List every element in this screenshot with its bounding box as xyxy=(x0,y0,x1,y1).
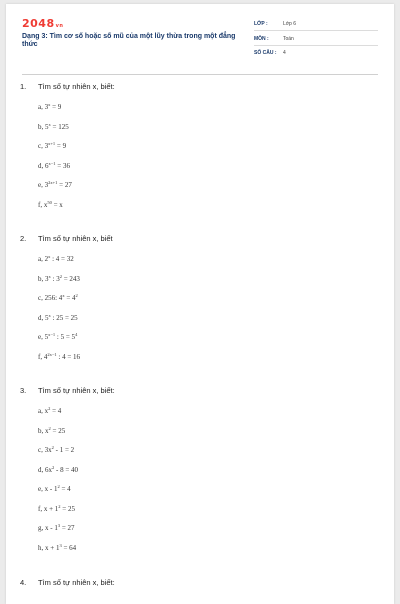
meta-count-value: 4 xyxy=(283,50,286,56)
equation-exponent: x xyxy=(48,254,51,259)
question-prompt: Tìm số tự nhiên x, biết xyxy=(38,234,113,243)
equation-item xyxy=(38,254,74,263)
equation-base: c, 256: 4 xyxy=(38,294,63,302)
site-logo[interactable] xyxy=(22,17,63,30)
equation-item xyxy=(38,332,77,341)
equation-exponent: x xyxy=(48,273,51,279)
equation-exponent: 2 xyxy=(58,503,61,509)
equation-base: d, 6 xyxy=(38,161,49,170)
equation-exponent: x xyxy=(48,121,51,127)
equation-result: = 4 xyxy=(50,407,62,415)
meta-underline xyxy=(254,30,378,31)
equation-exponent: 2 xyxy=(57,484,60,489)
equation-base: f, x + 1 xyxy=(38,504,59,513)
equation-item xyxy=(38,523,75,532)
equation-item xyxy=(38,465,78,474)
equation-base: h, x + 1 xyxy=(38,543,60,552)
worksheet-page xyxy=(6,4,394,604)
equation-base: e, x - 1 xyxy=(38,485,58,493)
equation-base: f, x xyxy=(38,200,48,209)
equation-item xyxy=(38,200,63,209)
equation-base: e, 5 xyxy=(38,333,49,341)
equation-base: a, x xyxy=(38,407,49,415)
equation-base: d, 6x xyxy=(38,465,52,474)
equation-item xyxy=(38,543,76,552)
equation-exponent: 2 xyxy=(59,273,62,279)
equation-item xyxy=(38,122,69,131)
equation-base: b, 5 xyxy=(38,122,49,131)
meta-class-value: Lớp 6 xyxy=(283,21,297,27)
equation-base: b, 3 xyxy=(38,274,49,283)
equation-item xyxy=(38,102,61,111)
equation-item xyxy=(38,180,72,189)
equation-result: = 64 xyxy=(61,543,77,552)
logo-text: 2048 xyxy=(22,17,55,30)
equation-item xyxy=(38,426,65,435)
equation-exponent: 3 xyxy=(57,523,61,528)
equation-base: c, 3x xyxy=(38,446,52,454)
equation-exponent: 50 xyxy=(47,199,52,205)
equation-result: = 9 xyxy=(50,103,62,111)
question-number: 4. xyxy=(20,578,27,587)
equation-result: : 4 = 16 xyxy=(56,352,81,361)
equation-result: = 243 xyxy=(61,274,80,283)
question-prompt: Tìm số tự nhiên x, biết: xyxy=(38,578,115,587)
equation-result: = 36 xyxy=(55,161,70,170)
worksheet-title: Dạng 3: Tìm cơ số hoặc số mũ của một lũy thừa trong một đẳng thức xyxy=(22,33,236,48)
equation-exponent: 2x−1 xyxy=(47,351,57,357)
equation-exponent: 3 xyxy=(59,542,62,548)
question-number: 3. xyxy=(20,386,27,395)
meta-class-label: LỚP : xyxy=(254,21,268,27)
equation-result: = 25 xyxy=(60,504,75,513)
equation-exponent: 4 xyxy=(75,332,78,337)
equation-base: e, 3 xyxy=(38,181,49,189)
equation-result: : 4 = 32 xyxy=(50,255,74,263)
equation-item xyxy=(38,293,78,302)
equation-item xyxy=(38,274,80,283)
equation-exponent: x−1 xyxy=(48,160,56,166)
equation-result: = 27 xyxy=(57,181,72,189)
equation-exponent: x xyxy=(48,312,51,318)
equation-item xyxy=(38,406,61,415)
header-divider xyxy=(22,74,378,75)
question-number: 1. xyxy=(20,82,27,91)
question-number: 2. xyxy=(20,234,27,243)
equation-base: g, x - 1 xyxy=(38,524,58,532)
equation-exponent: x+1 xyxy=(48,141,56,146)
meta-underline xyxy=(254,45,378,46)
equation-result: = 125 xyxy=(50,122,69,131)
equation-result: - 8 = 40 xyxy=(54,465,79,474)
equation-result: = 25 xyxy=(50,426,66,435)
equation-middle: : 3 xyxy=(50,274,60,283)
equation-result: = 9 xyxy=(55,142,67,150)
equation-result: = x xyxy=(51,200,63,209)
equation-result: : 25 = 25 xyxy=(50,313,78,322)
equation-exponent: 2 xyxy=(48,425,51,431)
equation-item xyxy=(38,484,71,493)
equation-item xyxy=(38,141,66,150)
meta-subject-label: MÔN : xyxy=(254,36,269,42)
equation-middle: : 5 = 5 xyxy=(55,333,76,341)
equation-item xyxy=(38,161,70,170)
equation-exponent: x xyxy=(62,293,65,298)
equation-middle: = 4 xyxy=(64,294,76,302)
equation-item xyxy=(38,313,78,322)
meta-count-label: SỐ CÂU : xyxy=(254,50,277,56)
equation-item xyxy=(38,352,80,361)
equation-base: c, 3 xyxy=(38,142,49,150)
equation-exponent: 2 xyxy=(52,464,55,470)
equation-base: d, 5 xyxy=(38,313,49,322)
question-heading xyxy=(20,82,115,91)
equation-exponent: x xyxy=(48,102,51,107)
equation-exponent: 2 xyxy=(75,293,78,298)
equation-result: = 4 xyxy=(59,485,71,493)
question-prompt: Tìm số tự nhiên x, biết: xyxy=(38,82,115,91)
equation-result: = 27 xyxy=(60,524,75,532)
equation-exponent: x−1 xyxy=(48,332,56,337)
equation-exponent: 2 xyxy=(48,406,51,411)
question-prompt: Tìm số tự nhiên x, biết: xyxy=(38,386,115,395)
question-heading xyxy=(20,234,113,243)
worksheet-header xyxy=(6,4,394,66)
meta-subject-value: Toán xyxy=(283,36,294,42)
logo-suffix: vn xyxy=(55,23,64,29)
equation-item xyxy=(38,504,75,513)
equation-base: a, 2 xyxy=(38,255,49,263)
question-heading xyxy=(20,578,115,587)
equation-base: a, 3 xyxy=(38,103,49,111)
equation-base: b, x xyxy=(38,426,49,435)
equation-base: f, 4 xyxy=(38,352,48,361)
equation-exponent: 2 xyxy=(51,445,54,450)
equation-exponent: 2x+1 xyxy=(48,180,58,185)
question-heading xyxy=(20,386,115,395)
equation-item xyxy=(38,445,74,454)
equation-result: - 1 = 2 xyxy=(53,446,75,454)
